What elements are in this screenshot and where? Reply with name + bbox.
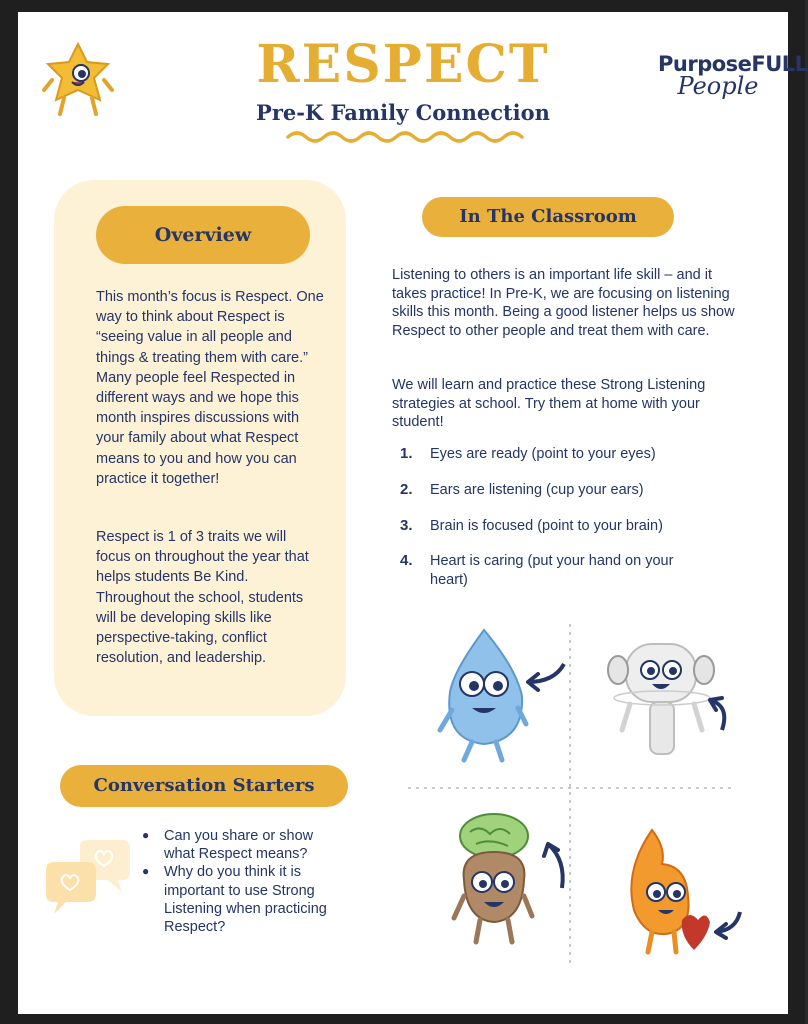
step-number: 3. [400,517,413,534]
brain-character-icon [454,814,563,942]
conversation-question: Why do you think it is important to use Strong Listening when practicing Respect? [164,864,327,936]
step-text: Brain is focused (point to your brain) [430,518,663,534]
heart-character-icon [631,830,740,952]
wavy-divider-icon [286,129,524,145]
classroom-heading: In The Classroom [422,197,674,237]
ears-character-icon [608,644,724,754]
conversation-list [142,827,342,936]
step-number: 2. [400,481,413,498]
list-item [142,827,342,863]
page-title: RESPECT [256,34,550,95]
overview-paragraph-2: Respect is 1 of 3 traits we will focus on throughout the year that helps students Be Kind. Throughout the school, students will be developing skills like perspective-taking, conflict resolution, and leadership. [96,529,309,667]
brand-logo [658,52,808,100]
page-subtitle: Pre-K Family Connection [256,100,550,125]
list-item [400,445,730,464]
list-item [142,863,342,936]
overview-heading: Overview [96,206,310,264]
step-number: 4. [400,552,413,569]
newsletter-page [18,12,808,1014]
list-item [400,552,730,590]
bullet-icon: ● [142,828,150,842]
step-text: Heart is caring (put your hand on your heart) [430,553,674,588]
conversation-heading: Conversation Starters [60,765,348,807]
list-item [400,517,730,536]
bullet-icon: ● [142,864,150,879]
character-grid [404,620,744,970]
speech-bubbles-icon [44,840,134,916]
classroom-paragraph-1: Listening to others is an important life skill – and it takes practice! In Pre-K, we are focusing on listening skills this month. Being a good listener helps us show Respect to other people and treat them with care. [392,267,735,339]
overview-paragraph-1: This month’s focus is Respect. One way to think about Respect is “seeing value in all people and things & treating them with care.” Many people feel Respected in different ways and we hope this month inspires discussions with your family about what Respect means to you and how you can practice it together! [96,289,324,487]
conversation-question: Can you share or show what Respect means? [164,828,314,863]
classroom-paragraph-2: We will learn and practice these Strong Listening strategies at school. Try them at home with your student! [392,377,706,430]
step-text: Eyes are ready (point to your eyes) [430,446,656,462]
logo-line2: People [677,72,759,100]
logo-line1: PurposeFULL [658,52,808,76]
list-item [400,481,730,500]
step-text: Ears are listening (cup your ears) [430,482,644,498]
step-number: 1. [400,445,413,462]
eyes-character-icon [440,630,564,760]
